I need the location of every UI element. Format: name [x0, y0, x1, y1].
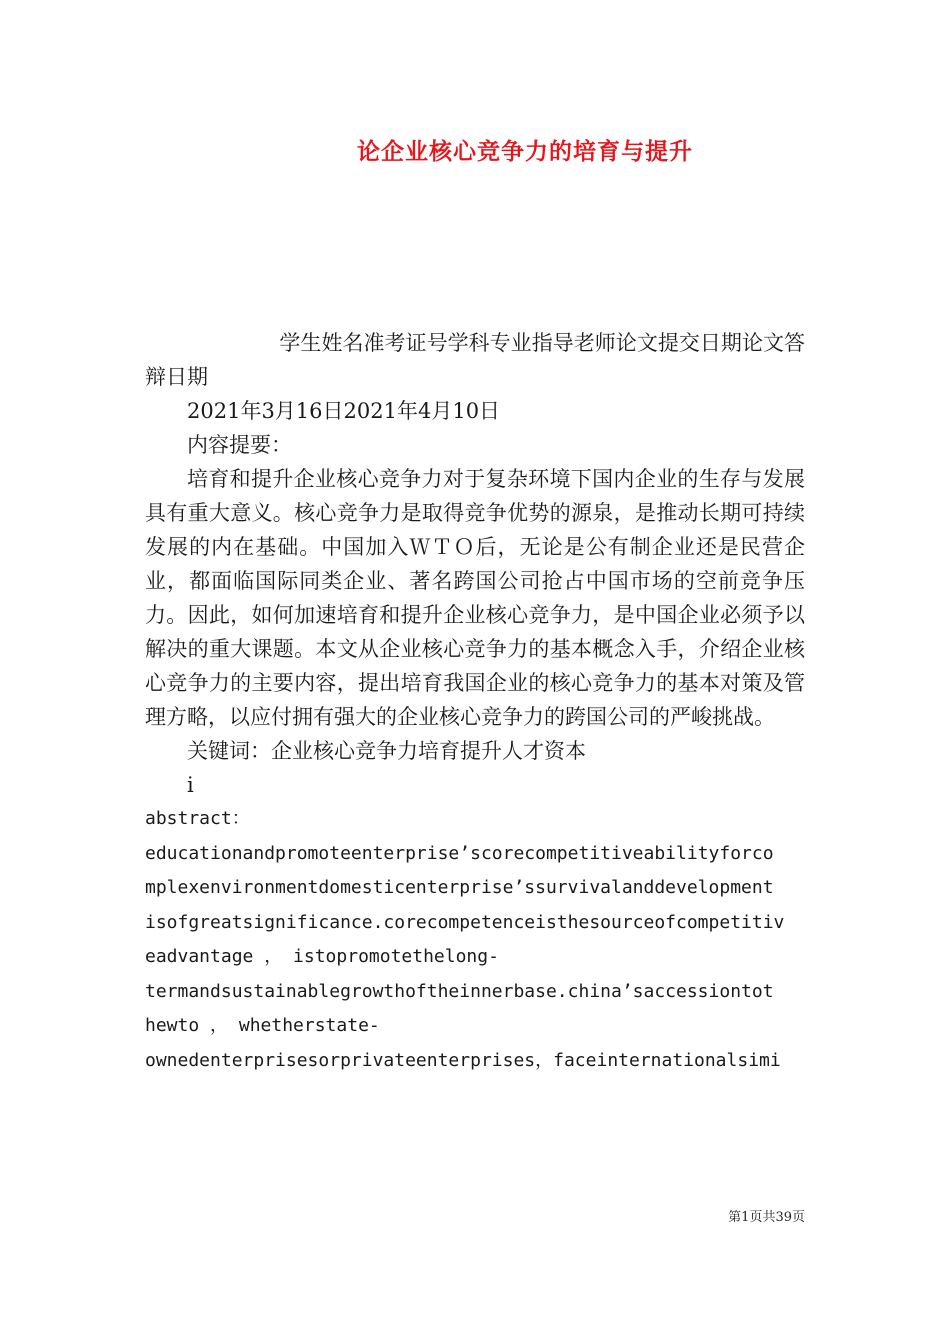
- summary-heading: 内容提要：: [187, 433, 292, 457]
- document-body: [145, 326, 805, 1078]
- abstract-label: abstract: [145, 808, 232, 829]
- meta-line: 学生姓名准考证号学科专业指导老师论文提交日期论文答辩日期: [145, 331, 805, 389]
- page-footer: 第1页共39页: [728, 1210, 805, 1225]
- abstract-line: educationandpromoteenterprise’scorecompetitiveabilityforco: [145, 842, 774, 864]
- roman-page-marker: i: [187, 773, 194, 797]
- abstract-line: mplexenvironmentdomesticenterprise’ssurvivalanddevelopment: [145, 877, 774, 898]
- abstract-heading: [145, 802, 805, 837]
- abstract-line: isofgreatsignificance.corecompetenceisthesourceofcompetitiv: [145, 911, 785, 933]
- abstract-line: termandsustainablegrowthoftheinnerbase.china’saccessiontot: [145, 980, 774, 1002]
- dates-line: 2021年3月16日2021年4月10日: [187, 399, 501, 423]
- keywords-line: 关键词：企业核心竞争力培育提升人才资本: [187, 739, 586, 763]
- summary-text: 培育和提升企业核心竞争力对于复杂环境下国内企业的生存与发展具有重大意义。核心竞争力是取得竞争优势的源泉，是推动长期可持续发展的内在基础。中国加入ＷＴＯ后，无论是公有制企业还是民营企业，都面临国际同类企业、著名跨国公司抢占中国市场的空前竞争压力。因此，如何加速培育和提升企业核心竞争力，是中国企业必须予以解决的重大课题。本文从企业核心竞争力的基本概念入手，介绍企业核心竞争力的主要内容，提出培育我国企业的核心竞争力的基本对策及管理方略，以应付拥有强大的企业核心竞争力的跨国公司的严峻挑战。: [145, 467, 805, 729]
- document-title: 论企业核心竞争力的培育与提升: [357, 138, 693, 165]
- abstract-line: hewto ， whetherstate-: [145, 1015, 380, 1036]
- abstract-line: eadvantage ， istopromotethelong-: [145, 946, 499, 967]
- abstract-colon: ：: [231, 808, 250, 829]
- abstract-line: ownedenterprisesorprivateenterprises，faceinternationalsimi: [145, 1049, 781, 1071]
